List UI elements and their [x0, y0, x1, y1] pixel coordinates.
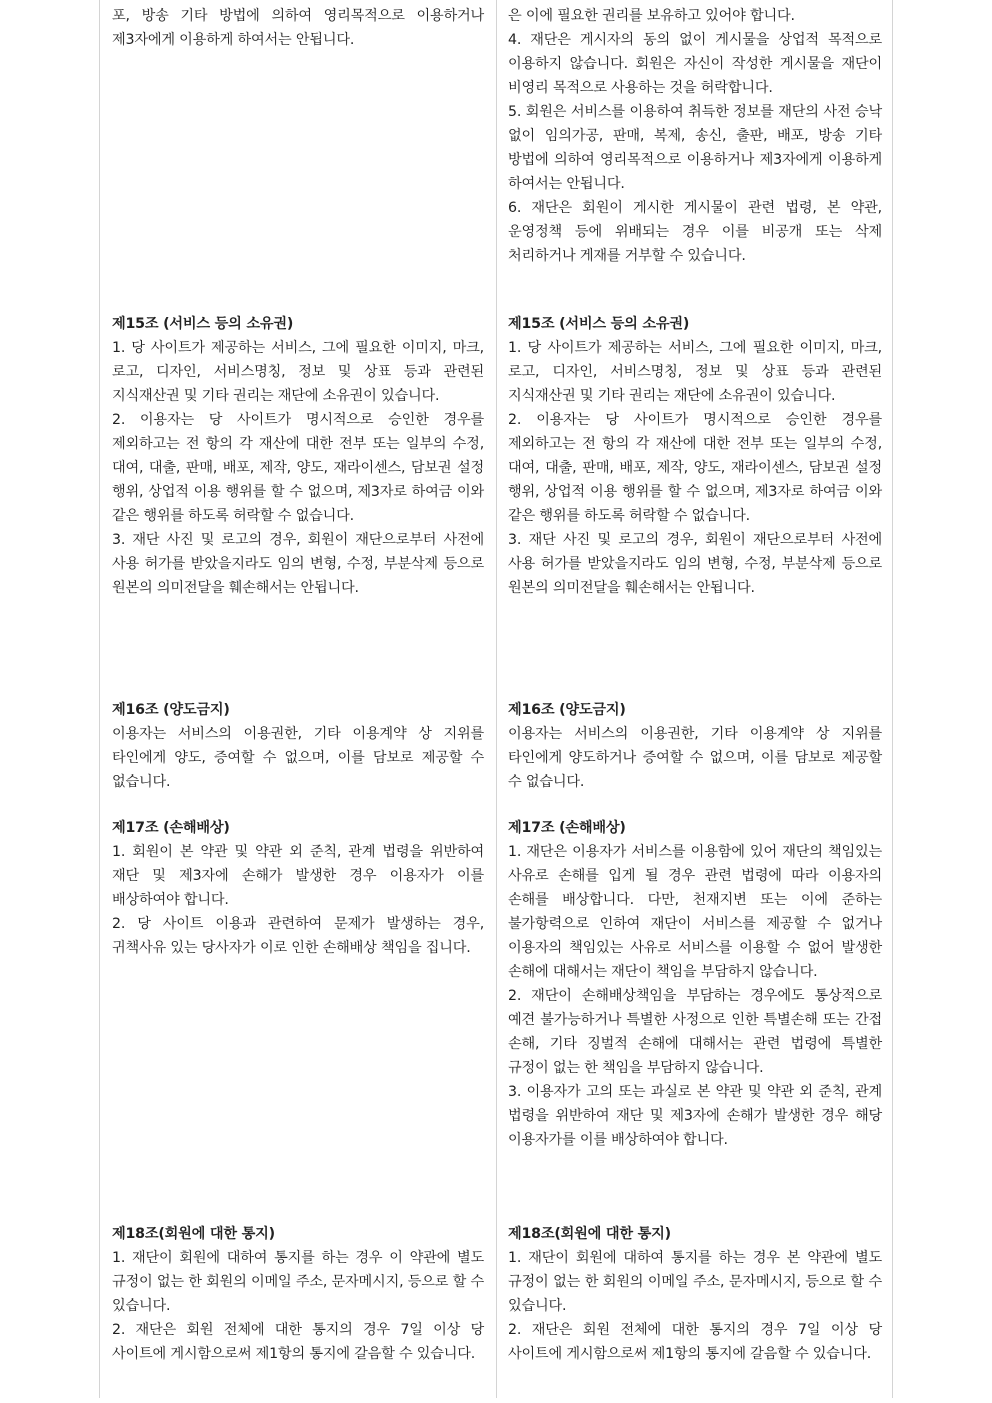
right-article-15: [508, 312, 882, 600]
right-article-17-title: 제17조 (손해배상): [508, 820, 626, 836]
left-continuation: [112, 4, 484, 52]
left-article-18-title: 제18조(회원에 대한 통지): [112, 1226, 275, 1242]
left-article-16: [112, 698, 484, 794]
right-continuation-text: 은 이에 필요한 권리를 보유하고 있어야 합니다. 4. 재단은 게시자의 동의 없이 게시물을 상업적 목적으로 이용하지 않습니다. 회원은 자신이 작성한 게시물을 재단이 비영리 목적으로 사용하는 것을 허락합니다. 5. 회원은 서비스를 이용하여 취득한 정보를 재단의 사전 승낙 없이 임의가공, 판매, 복제, 송신, 출판, 배포, 방송 기타 방법에 의하여 영리목적으로 이용하거나 제3자에게 이용하게 하여서는 안됩니다. 6. 재단은 회원이 게시한 게시물이 관련 법령, 본 약관, 운영정책 등에 위배되는 경우 이를 비공개 또는 삭제 처리하거나 게재를 거부할 수 있습니다.: [508, 8, 882, 264]
right-article-16: [508, 698, 882, 794]
right-article-15-body: 1. 당 사이트가 제공하는 서비스, 그에 필요한 이미지, 마크, 로고, 디자인, 서비스명칭, 정보 및 상표 등과 관련된 지식재산권 및 기타 권리는 재단에 소유권이 있습니다. 2. 이용자는 당 사이트가 명시적으로 승인한 경우를 제외하고는 전 항의 각 재산에 대한 전부 또는 일부의 수정, 대여, 대출, 판매, 배포, 제작, 양도, 재라이센스, 담보권 설정 행위, 상업적 이용 행위를 할 수 없으며, 제3자로 하여금 이와 같은 행위를 하도록 허락할 수 없습니다. 3. 재단 사진 및 로고의 경우, 회원이 재단으로부터 사전에 사용 허가를 받았을지라도 임의 변형, 수정, 부분삭제 등으로 원본의 의미전달을 훼손해서는 안됩니다.: [508, 340, 882, 596]
left-article-16-title: 제16조 (양도금지): [112, 702, 230, 718]
right-article-18: [508, 1222, 882, 1366]
right-article-16-body: 이용자는 서비스의 이용권한, 기타 이용계약 상 지위를 타인에게 양도하거나 증여할 수 없으며, 이를 담보로 제공할 수 없습니다.: [508, 726, 882, 790]
right-article-18-title: 제18조(회원에 대한 통지): [508, 1226, 671, 1242]
right-continuation: [508, 4, 882, 268]
right-article-16-title: 제16조 (양도금지): [508, 702, 626, 718]
right-border: [892, 0, 893, 1398]
left-border: [99, 0, 100, 1398]
left-article-18: [112, 1222, 484, 1366]
left-article-18-body: 1. 재단이 회원에 대하여 통지를 하는 경우 이 약관에 별도 규정이 없는 한 회원의 이메일 주소, 문자메시지, 등으로 할 수 있습니다. 2. 재단은 회원 전체에 대한 통지의 경우 7일 이상 당 사이트에 게시함으로써 제1항의 통지에 갈음할 수 있습니다.: [112, 1250, 484, 1362]
left-article-17-title: 제17조 (손해배상): [112, 820, 230, 836]
left-article-15-body: 1. 당 사이트가 제공하는 서비스, 그에 필요한 이미지, 마크, 로고, 디자인, 서비스명칭, 정보 및 상표 등과 관련된 지식재산권 및 기타 권리는 재단에 소유권이 있습니다. 2. 이용자는 당 사이트가 명시적으로 승인한 경우를 제외하고는 전 항의 각 재산에 대한 전부 또는 일부의 수정, 대여, 대출, 판매, 배포, 제작, 양도, 재라이센스, 담보권 설정 행위, 상업적 이용 행위를 할 수 없으며, 제3자로 하여금 이와 같은 행위를 하도록 허락할 수 없습니다. 3. 재단 사진 및 로고의 경우, 회원이 재단으로부터 사전에 사용 허가를 받았을지라도 임의 변형, 수정, 부분삭제 등으로 원본의 의미전달을 훼손해서는 안됩니다.: [112, 340, 484, 596]
right-article-18-body: 1. 재단이 회원에 대하여 통지를 하는 경우 본 약관에 별도 규정이 없는 한 회원의 이메일 주소, 문자메시지, 등으로 할 수 있습니다. 2. 재단은 회원 전체에 대한 통지의 경우 7일 이상 당 사이트에 게시함으로써 제1항의 통지에 갈음할 수 있습니다.: [508, 1250, 882, 1362]
column-divider: [496, 0, 497, 1398]
left-article-17: [112, 816, 484, 960]
left-continuation-text: 포, 방송 기타 방법에 의하여 영리목적으로 이용하거나 제3자에게 이용하게 하여서는 안됩니다.: [112, 8, 484, 48]
left-article-17-body: 1. 회원이 본 약관 및 약관 외 준칙, 관계 법령을 위반하여 재단 및 제3자에 손해가 발생한 경우 이용자가 이를 배상하여야 합니다. 2. 당 사이트 이용과 관련하여 문제가 발생하는 경우, 귀책사유 있는 당사자가 이로 인한 손해배상 책임을 집니다.: [112, 844, 485, 956]
right-article-17: [508, 816, 882, 1152]
right-article-15-title: 제15조 (서비스 등의 소유권): [508, 316, 690, 332]
left-article-15: [112, 312, 484, 600]
left-article-16-body: 이용자는 서비스의 이용권한, 기타 이용계약 상 지위를 타인에게 양도, 증여할 수 없으며, 이를 담보로 제공할 수 없습니다.: [112, 726, 484, 790]
right-article-17-body: 1. 재단은 이용자가 서비스를 이용함에 있어 재단의 책임있는 사유로 손해를 입게 될 경우 관련 법령에 따라 이용자의 손해를 배상합니다. 다만, 천재지변 또는 이에 준하는 불가항력으로 인하여 재단이 서비스를 제공할 수 없거나 이용자의 책임있는 사유로 서비스를 이용할 수 없어 발생한 손해에 대해서는 재단이 책임을 부담하지 않습니다. 2. 재단이 손해배상책임을 부담하는 경우에도 통상적으로 예견 불가능하거나 특별한 사정으로 인한 특별손해 또는 간접 손해, 기타 징벌적 손해에 대해서는 관련 법령에 특별한 규정이 없는 한 책임을 부담하지 않습니다. 3. 이용자가 고의 또는 과실로 본 약관 및 약관 외 준칙, 관계 법령을 위반하여 재단 및 제3자에 손해가 발생한 경우 해당 이용자가를 이를 배상하여야 합니다.: [508, 844, 882, 1148]
left-article-15-title: 제15조 (서비스 등의 소유권): [112, 316, 294, 332]
